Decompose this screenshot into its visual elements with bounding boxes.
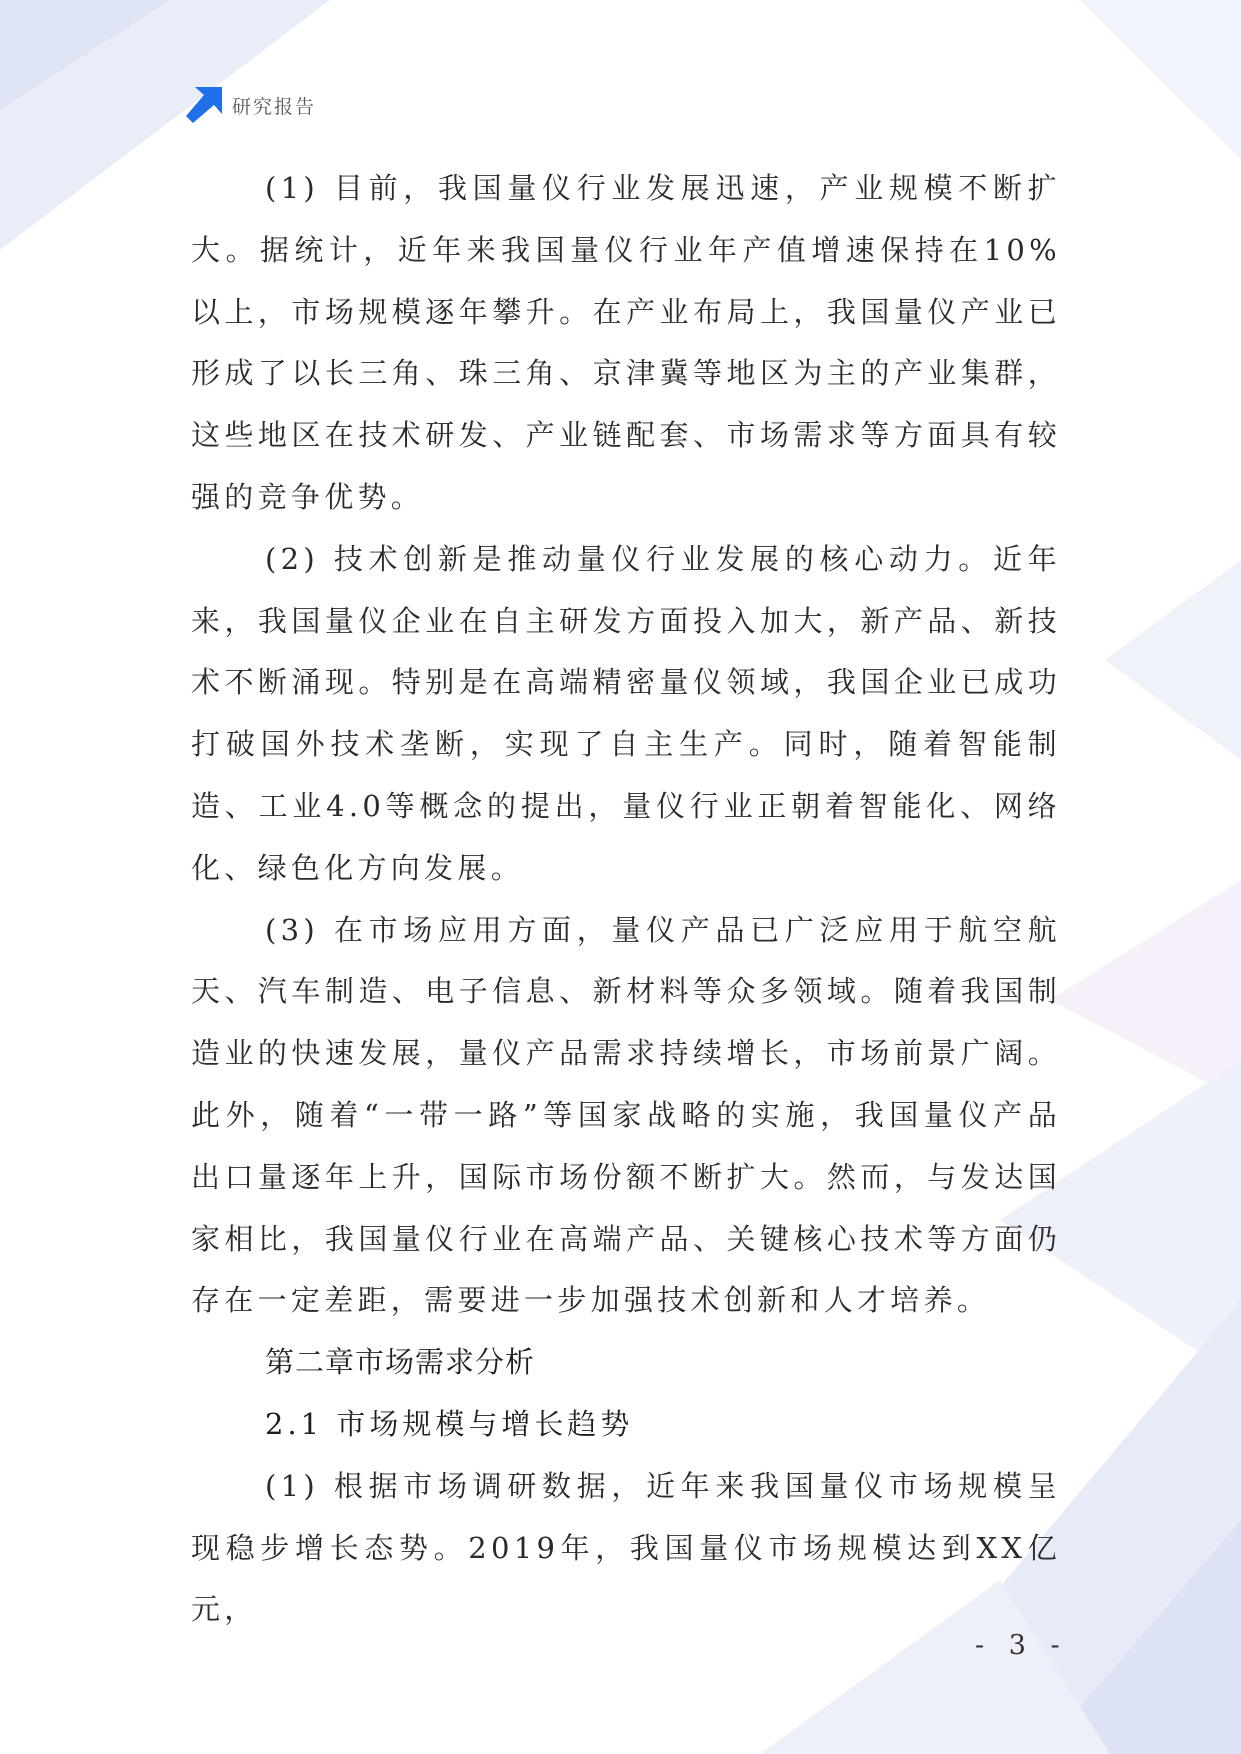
section-heading: 2.1 市场规模与增长趋势	[265, 1406, 634, 1441]
paragraph-4: (1) 根据市场调研数据，近年来我国量仪市场规模呈现稳步增长态势。2019年，我国量仪市场规模达到XX亿元，	[191, 1468, 1061, 1627]
chapter-heading: 第二章市场需求分析	[265, 1345, 536, 1380]
blue-arrow-icon	[186, 87, 222, 123]
paragraph-1: (1) 目前，我国量仪行业发展迅速，产业规模不断扩大。据统计，近年来我国量仪行业年产值增速保持在10%以上，市场规模逐年攀升。在产业布局上，我国量仪产业已形成了以长三角、珠三角、京津冀等地区为主的产业集群，这些地区在技术研发、产业链配套、市场需求等方面具有较强的竞争优势。	[191, 171, 1061, 514]
header-title: 研究报告	[232, 95, 317, 118]
page-number: - 3 -	[975, 1630, 1068, 1661]
paragraph-3: (3) 在市场应用方面，量仪产品已广泛应用于航空航天、汽车制造、电子信息、新材料等众多领域。随着我国制造业的快速发展，量仪产品需求持续增长，市场前景广阔。此外，随着“一带一路”等国家战略的实施，我国量仪产品出口量逐年上升，国际市场份额不断扩大。然而，与发达国家相比，我国量仪行业在高端产品、关键核心技术等方面仍存在一定差距，需要进一步加强技术创新和人才培养。	[191, 912, 1061, 1318]
report-header	[186, 86, 316, 124]
document-body	[191, 158, 1061, 1641]
paragraph-2: (2) 技术创新是推动量仪行业发展的核心动力。近年来，我国量仪企业在自主研发方面投入加大，新产品、新技术不断涌现。特别是在高端精密量仪领域，我国企业已成功打破国外技术垄断，实现了自主生产。同时，随着智能制造、工业4.0等概念的提出，量仪行业正朝着智能化、网络化、绿色化方向发展。	[191, 541, 1061, 885]
